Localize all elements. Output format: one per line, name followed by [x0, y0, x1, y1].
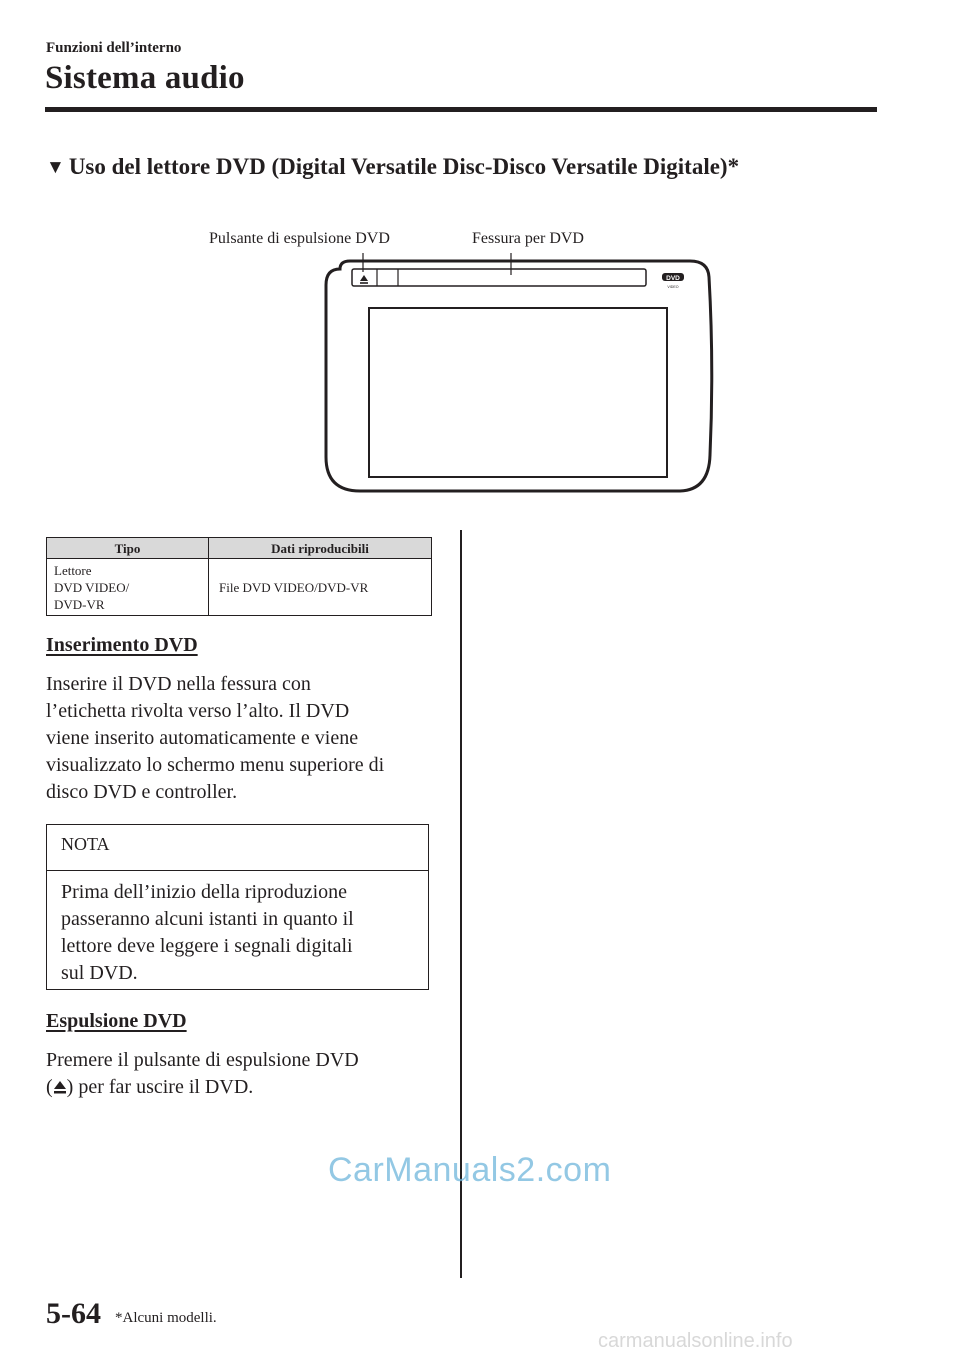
title-rule: [45, 107, 877, 112]
eject-paragraph: [46, 1047, 441, 1101]
eject-heading: Espulsione DVD: [46, 1010, 187, 1032]
note-box: [46, 824, 429, 990]
triangle-marker-icon: ▼: [46, 157, 65, 178]
note-line: passeranno alcuni istanti in quanto il: [61, 908, 354, 930]
eject-button-label: Pulsante di espulsione DVD: [209, 230, 390, 247]
eject-line: [46, 1074, 441, 1101]
dvd-logo-subtext: VIDEO: [667, 285, 679, 289]
tipo-line: DVD VIDEO/: [54, 580, 130, 595]
table-header-dati: Dati riproducibili: [209, 538, 432, 559]
insert-line: viene inserito automaticamente e viene: [46, 727, 359, 749]
carmanuals-watermark: CarManuals2.com: [328, 1151, 612, 1189]
insert-line: Inserire il DVD nella fessura con: [46, 673, 311, 695]
table-header-row: [47, 538, 432, 559]
eject-symbol-icon: [53, 1080, 67, 1094]
monitor-housing: [326, 261, 712, 491]
dvd-logo-icon: [662, 273, 684, 289]
dvd-slot-label: Fessura per DVD: [472, 230, 584, 247]
dvd-monitor-figure: [200, 225, 730, 505]
dvd-monitor-illustration: [200, 225, 730, 505]
page-number: 5-64: [46, 1297, 101, 1330]
insert-paragraph: [46, 671, 441, 806]
page-title: Sistema audio: [45, 60, 245, 96]
playable-data-table: [46, 537, 432, 616]
note-line: lettore deve leggere i segnali digitali: [61, 935, 353, 957]
section-heading: [46, 154, 739, 180]
insert-heading: Inserimento DVD: [46, 634, 198, 656]
note-title: NOTA: [61, 834, 110, 854]
note-line: sul DVD.: [61, 962, 138, 984]
table-row: [47, 559, 432, 616]
breadcrumb: Funzioni dell’interno: [46, 40, 182, 56]
note-line: Prima dell’inizio della riproduzione: [61, 881, 348, 903]
footnote: *Alcuni modelli.: [115, 1310, 217, 1326]
table-cell-dati: File DVD VIDEO/DVD-VR: [209, 559, 432, 616]
monitor-screen: [369, 308, 667, 477]
dvd-logo-text: DVD: [666, 275, 680, 282]
tipo-line: Lettore: [54, 563, 92, 578]
eject-line: Premere il pulsante di espulsione DVD: [46, 1049, 359, 1071]
insert-line: disco DVD e controller.: [46, 781, 238, 803]
site-watermark: carmanualsonline.info: [598, 1330, 793, 1352]
tipo-line: DVD-VR: [54, 597, 105, 612]
insert-line: visualizzato lo schermo menu superiore di: [46, 754, 385, 776]
eject-paren-open: (: [46, 1076, 53, 1098]
dvd-slot: [352, 269, 646, 286]
eject-button-icon: [360, 275, 368, 281]
table-cell-tipo: [47, 559, 209, 616]
table-header-tipo: Tipo: [47, 538, 209, 559]
note-divider: [47, 870, 428, 871]
eject-line-rest: ) per far uscire il DVD.: [66, 1076, 254, 1098]
section-heading-text: Uso del lettore DVD (Digital Versatile Disc-Disco Versatile Digitale)*: [68, 154, 740, 179]
insert-line: l’etichetta rivolta verso l’alto. Il DVD: [46, 700, 350, 722]
note-text: [61, 879, 421, 987]
